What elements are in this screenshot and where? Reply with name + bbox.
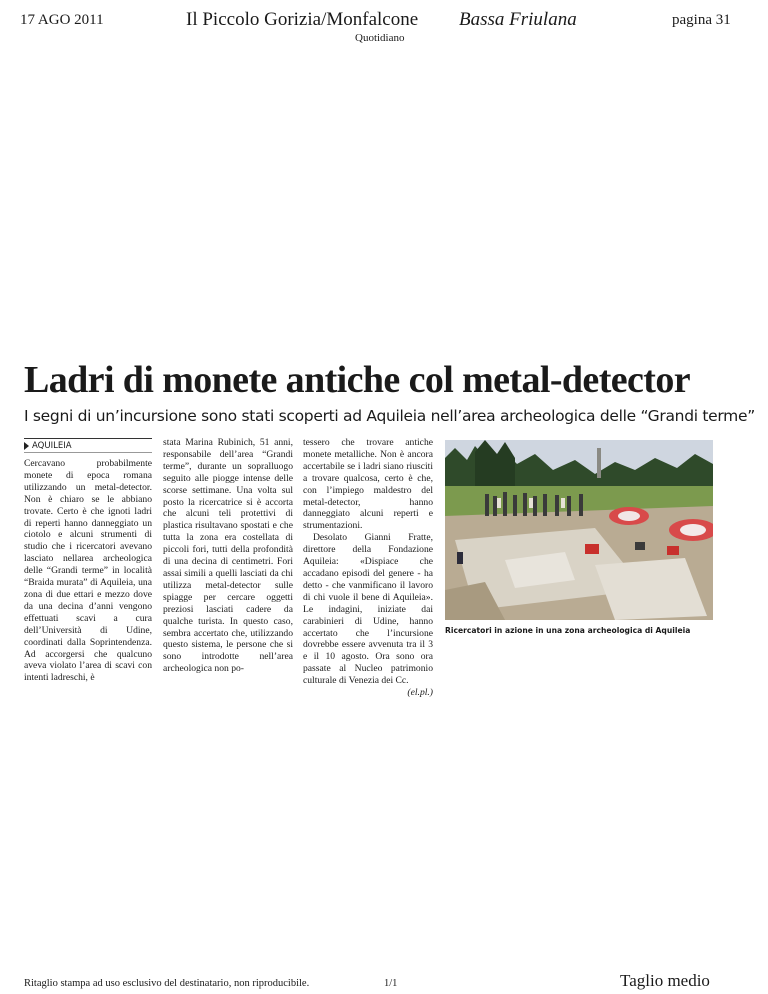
- article-headline: Ladri di monete antiche col metal-detector: [24, 359, 690, 401]
- article-column-1: Cercavano probabilmente monete di epoca romana utilizzando un metal-detector. Non è chiaro se le abbiano trovate. Certo è che ignoti ladri di reperti hanno danneggiato un ciotolo e alcuni strumenti di studio che i ricercatori avevano lasciato nellarea archeologica delle “Grandi terme” in località “Braida murata” di Aquileia, una zona di due ettari e mezzo dove da una decina d’anni vengono effettuati scavi a cura dell’Università di Udine, coordinati dalla Soprintendenza. Ad accorgersi che qualcuno aveva violato l’area di scavi con intenti ladreschi, è: [24, 458, 152, 684]
- article-column-2: stata Marina Rubinich, 51 anni, responsabile dell’area “Grandi terme”, durante un sopralluogo seguito alle piogge intense delle scorse settimane. Una volta sul posto la ricercatrice si è accorta che alcuni teli protettivi di plastica risultavano spostati e che tutta la zona era costellata di piccoli fori, tutti della profondità di una decina di centimetri. Fori assai simili a quelli lasciati da chi utilizza metal-detector sulle spiagge per cercare oggetti preziosi lasciati cadere da qualche turista. In questo caso, sembra accertato che, utilizzando questo sistema, le persone che si sono introdotte nell’area archeologica non po-: [163, 437, 293, 675]
- page-number: pagina 31: [672, 12, 731, 28]
- article-subtitle: I segni di un’incursione sono stati scoperti ad Aquileia nell’area archeologica delle “Grandi terme”: [24, 407, 755, 425]
- article-photo: [445, 440, 713, 620]
- triangle-bullet-icon: [24, 442, 29, 450]
- section-name: Bassa Friulana: [459, 9, 577, 30]
- publication-type: Quotidiano: [355, 32, 405, 44]
- newspaper-name: Il Piccolo Gorizia/Monfalcone: [186, 9, 419, 30]
- kicker-rule-bottom: [24, 452, 152, 453]
- kicker: [24, 441, 72, 451]
- clipping-size: Taglio medio: [620, 971, 710, 990]
- signature-line: [303, 687, 433, 699]
- kicker-label: AQUILEIA: [32, 441, 72, 451]
- issue-date: 17 AGO 2011: [20, 12, 104, 28]
- copyright-notice: Ritaglio stampa ad uso esclusivo del destinatario, non riproducibile.: [24, 978, 310, 989]
- kicker-rule-top: [24, 438, 152, 439]
- excavation-photo: [445, 440, 713, 620]
- column-3-paragraph-1: tessero che trovare antiche monete metalliche. Non è ancora accertabile se i ladri siano riusciti a trovare qualcosa, certo è che, con l’impiego maldestro del metal-detector, hanno danneggiato alcuni reperti e strumentazioni.: [303, 437, 433, 532]
- page-count: 1/1: [384, 978, 398, 989]
- photo-caption: Ricercatori in azione in una zona archeologica di Aquileia: [445, 626, 691, 635]
- author-signature: (el.pl.): [407, 687, 433, 699]
- article-column-3: [303, 437, 433, 699]
- column-3-paragraph-2: Desolato Gianni Fratte, direttore della Fondazione Aquileia: «Dispiace che accadano episodi del genere - ha detto - che vanmificano il lavoro di chi vuole il bene di Aquileia». Le indagini, iniziate dai carabinieri di Udine, hanno accertato che l’incursione dovrebbe essere avvenuta tra il 3 e il 10 agosto. Ora sono ora passate al Nucleo patrimonio culturale di Venezia dei Cc.: [303, 532, 433, 687]
